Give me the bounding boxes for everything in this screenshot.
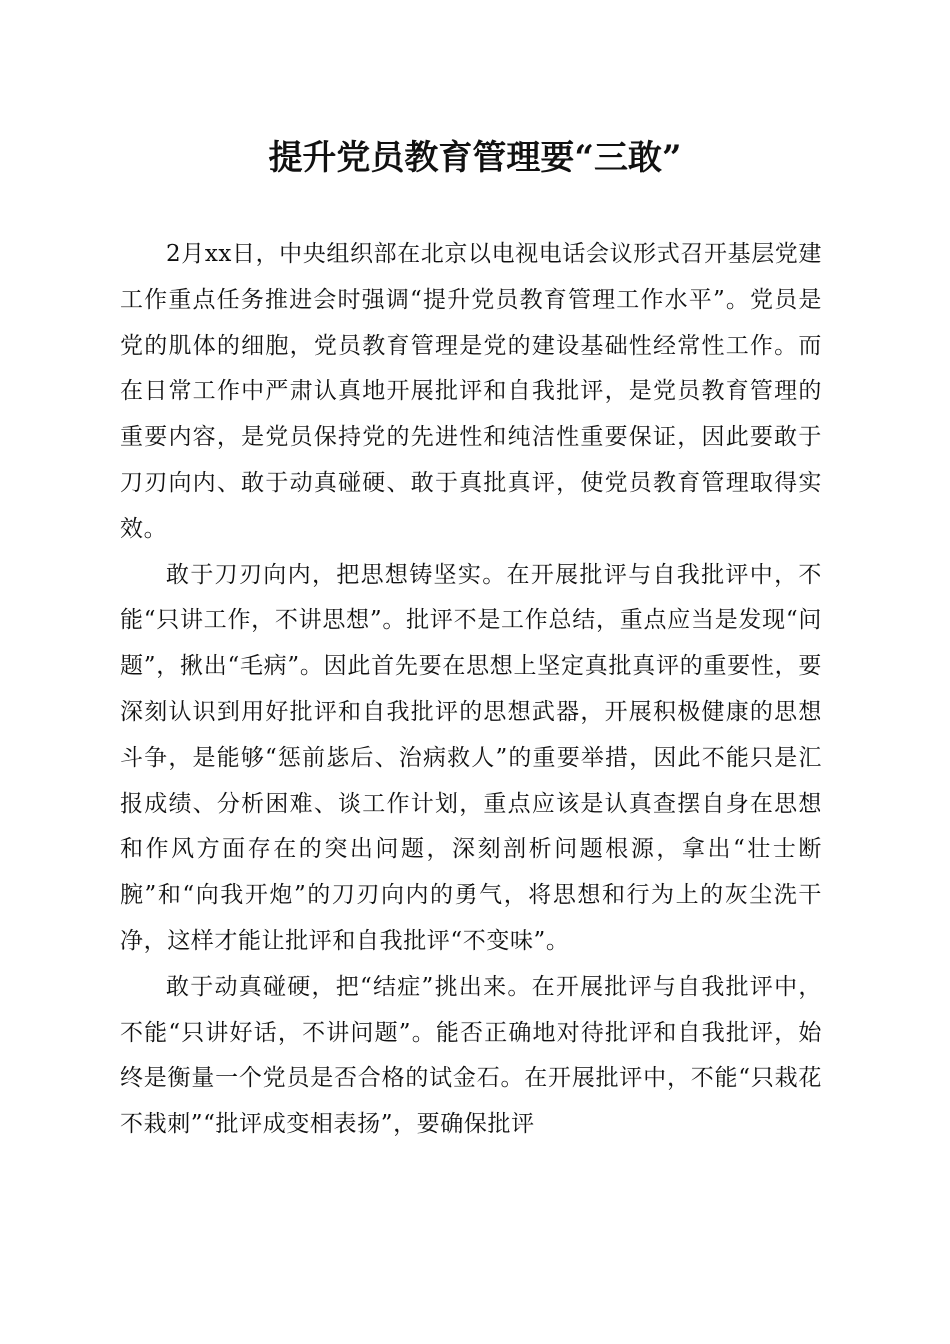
document-body [120, 232, 822, 1148]
paragraph-confront: 敢于动真碰硬，把“结症”挑出来。在开展批评与自我批评中，不能“只讲好话，不讲问题”。能否正确地对待批评和自我批评，始终是衡量一个党员是否合格的试金石。在开展批评中，不能“只栽花不栽刺”“批评成变相表扬”，要确保批评 [120, 973, 822, 1138]
paragraph-inward: 敢于刀刃向内，把思想铸坚实。在开展批评与自我批评中，不能“只讲工作，不讲思想”。批评不是工作总结，重点应当是发现“问题”，揪出“毛病”。因此首先要在思想上坚定真批真评的重要性，要深刻认识到用好批评和自我批评的思想武器，开展积极健康的思想斗争，是能够“惩前毖后、治病救人”的重要举措，因此不能只是汇报成绩、分析困难、谈工作计划，重点应该是认真查摆自身在思想和作风方面存在的突出问题，深刻剖析问题根源，拿出“壮士断腕”和“向我开炮”的刀刃向内的勇气，将思想和行为上的灰尘洗干净，这样才能让批评和自我批评“不变味”。 [120, 561, 822, 954]
paragraph-intro: 2月xx日，中央组织部在北京以电视电话会议形式召开基层党建工作重点任务推进会时强调“提升党员教育管理工作水平”。党员是党的肌体的细胞，党员教育管理是党的建设基础性经常性工作。而在日常工作中严肃认真地开展批评和自我批评，是党员教育管理的重要内容，是党员保持党的先进性和纯洁性重要保证，因此要敢于刀刃向内、敢于动真碰硬、敢于真批真评，使党员教育管理取得实效。 [120, 241, 822, 542]
document-title: 提升党员教育管理要“三敢” [268, 138, 682, 178]
